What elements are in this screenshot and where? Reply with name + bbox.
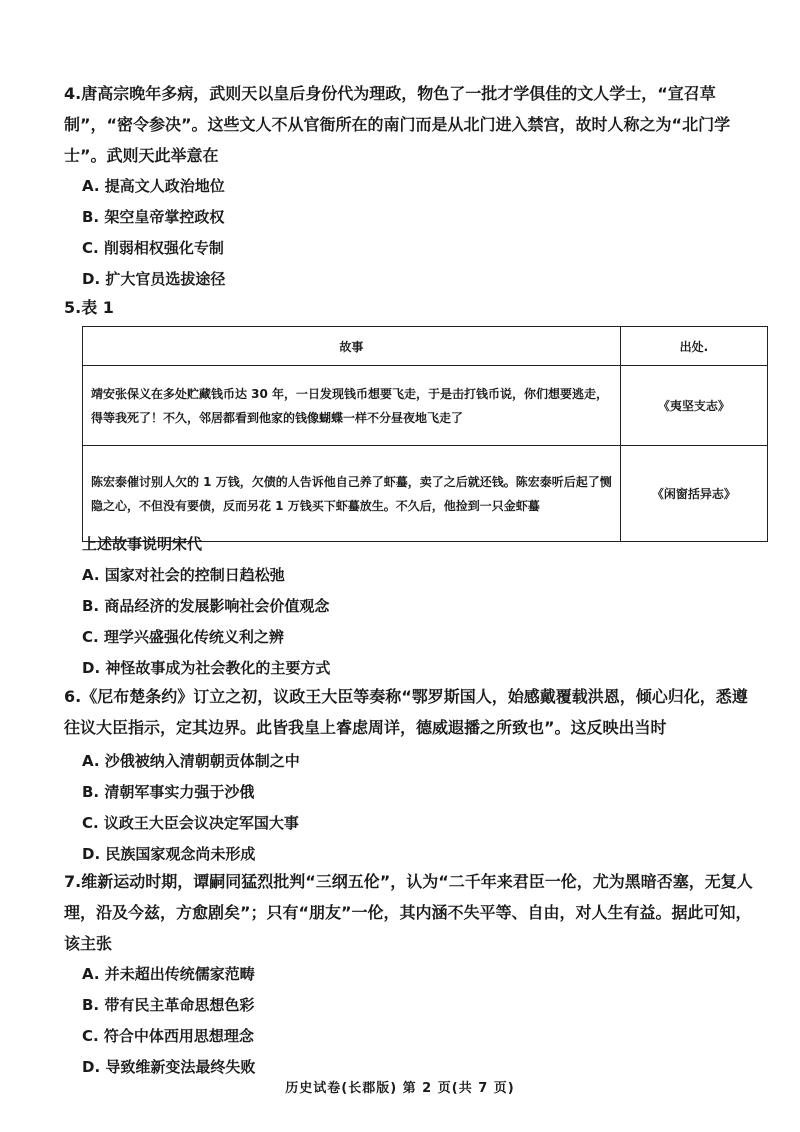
question-7-option-d: D. 导致维新变法最终失败 (82, 1058, 256, 1076)
source-cell: 《夷坚支志》 (620, 366, 767, 446)
question-4-stem (64, 78, 754, 171)
question-6 (64, 681, 754, 743)
question-4 (64, 78, 754, 171)
question-4-text: 唐高宗晚年多病，武则天以皇后身份代为理政，物色了一批才学俱佳的文人学士，“宣召草制”，“密令参决”。这些文人不从官衙所在的南门而是从北门进入禁宫，故时人称之为“北门学士”。武则天此举意在 (64, 84, 731, 165)
question-7-option-a: A. 并未超出传统儒家范畴 (82, 965, 255, 983)
story-table-header-source: 出处. (620, 327, 767, 366)
question-4-option-a: A. 提高文人政治地位 (82, 177, 225, 195)
question-5-text: 表 1 (81, 298, 114, 317)
question-7-option-c: C. 符合中体西用思想理念 (82, 1027, 254, 1045)
question-7-option-b: B. 带有民主革命思想色彩 (82, 996, 255, 1014)
question-5-question: 上述故事说明宋代 (82, 535, 203, 553)
table-row (83, 366, 768, 446)
question-4-option-b: B. 架空皇帝掌控政权 (82, 208, 225, 226)
question-7 (64, 866, 754, 959)
story-table (82, 326, 768, 542)
page-footer: 历史试卷(长郡版) 第 2 页(共 7 页) (285, 1081, 515, 1096)
table-row (83, 446, 768, 542)
question-4-option-d: D. 扩大官员选拔途径 (82, 270, 226, 288)
story-cell: 陈宏泰催讨别人欠的 1 万钱，欠债的人告诉他自己养了虾蟇，卖了之后就还钱。陈宏泰听后起了恻隐之心，不但没有要债，反而另花 1 万钱买下虾蟇放生。不久后，他捡到一只金虾蟇 (83, 446, 621, 542)
question-4-option-c: C. 削弱相权强化专制 (82, 239, 224, 257)
question-7-number: 7. (64, 872, 82, 891)
question-5 (64, 292, 754, 323)
question-6-option-c: C. 议政王大臣会议决定军国大事 (82, 814, 299, 832)
question-5-number: 5. (64, 298, 82, 317)
question-5-option-d: D. 神怪故事成为社会教化的主要方式 (82, 659, 331, 677)
question-6-text: 《尼布楚条约》订立之初，议政王大臣等奏称“鄂罗斯国人，始感戴覆载洪恩，倾心归化，悉遵往议大臣指示，定其边界。此皆我皇上睿虑周详，德威遐播之所致也”。这反映出当时 (64, 687, 748, 737)
question-5-option-a: A. 国家对社会的控制日趋松弛 (82, 566, 285, 584)
question-6-number: 6. (64, 687, 82, 706)
question-5-option-c: C. 理学兴盛强化传统义利之辨 (82, 628, 284, 646)
question-4-number: 4. (64, 84, 82, 103)
question-5-option-b: B. 商品经济的发展影响社会价值观念 (82, 597, 330, 615)
story-table-header-story: 故事 (83, 327, 621, 366)
question-7-text: 维新运动时期，谭嗣同猛烈批判“三纲五伦”，认为“二千年来君臣一伦，尤为黑暗否塞，无复人理，沿及今兹，方愈剧矣”；只有“朋友”一伦，其内涵不失平等、自由，对人生有益。据此可知，该主张 (64, 872, 753, 953)
story-cell: 靖安张保义在多处贮藏钱币达 30 年，一日发现钱币想要飞走，于是击打钱币说，你们想要逃走，得等我死了！不久，邻居都看到他家的钱像蝴蝶一样不分昼夜地飞走了 (83, 366, 621, 446)
question-6-option-d: D. 民族国家观念尚未形成 (82, 845, 256, 863)
question-6-option-a: A. 沙俄被纳入清朝朝贡体制之中 (82, 752, 300, 770)
story-table-header-row (83, 327, 768, 366)
source-cell: 《闲窗括异志》 (620, 446, 767, 542)
question-6-option-b: B. 清朝军事实力强于沙俄 (82, 783, 255, 801)
